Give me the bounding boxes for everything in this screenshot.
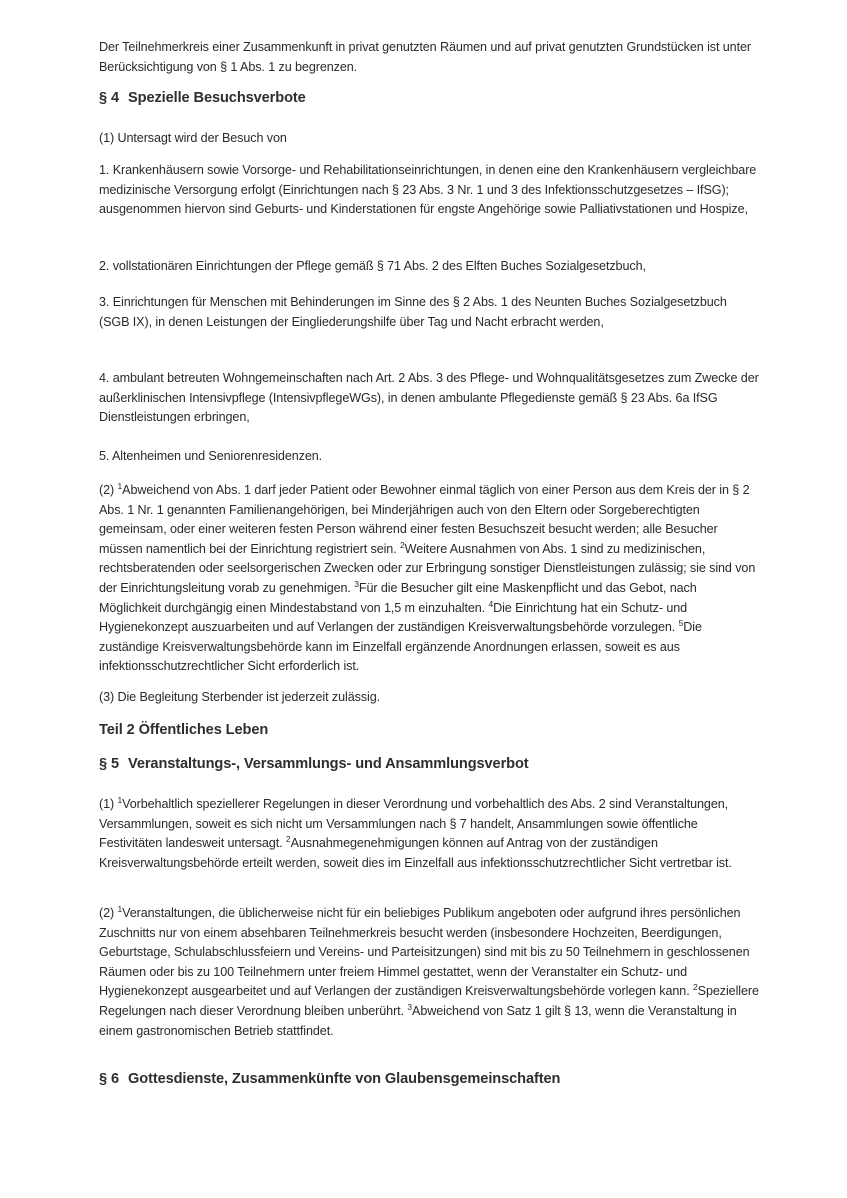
- section-4-abs-1-intro: (1) Untersagt wird der Besuch von: [99, 131, 287, 145]
- section-4-abs-3: (3) Die Begleitung Sterbender ist jederzeit zulässig.: [99, 690, 381, 704]
- section-title: Gottesdienste, Zusammenkünfte von Glaubensgemeinschaften: [128, 1071, 561, 1087]
- section-5-heading: [99, 756, 529, 772]
- list-item: 1. Krankenhäusern sowie Vorsorge- und Rehabilitationseinrichtungen, in denen eine den Krankenhäusern vergleichbare medizinische Versorgung erfolgt (Einrichtungen nach § 23 Abs. 3 Nr. 1 und 3 des Infektionsschutzgesetzes – IfSG); ausgenommen hiervon sind Geburts- und Kinderstationen für engste Angehörige sowie Palliativstationen und Hospize,: [99, 163, 757, 217]
- intro-paragraph: Der Teilnehmerkreis einer Zusammenkunft in privat genutzten Räumen und auf privat genutzten Grundstücken ist unter Berücksichtigung von § 1 Abs. 1 zu begrenzen.: [99, 40, 751, 74]
- list-item: 5. Altenheimen und Seniorenresidenzen.: [99, 449, 323, 463]
- section-5-abs-1: (1) $^1$Vorbehaltlich speziellerer Regelungen in dieser Verordnung und vorbehaltlich des Abs. 2 sind Veranstaltungen, Versammlungen, soweit es sich nicht um Versammlungen nach § 7 handelt, Ansammlungen sowie öffentliche Festivitäten landesweit untersagt. $^2$Ausnahmegenehmigungen können auf Antrag von der zuständigen Kreisverwaltungsbehörde erteilt werden, soweit dies im Einzelfall aus infektionsschutzrechtlicher Sicht vertretbar ist.: [99, 795, 732, 870]
- section-number: § 4: [99, 90, 119, 106]
- section-5-abs-2: (2) $^1$Veranstaltungen, die üblicherweise nicht für ein beliebiges Publikum angeboten oder aufgrund ihres persönlichen Zuschnitts nur von einem absehbaren Teilnehmerkreis besucht werden (insbesondere Hochzeiten, Beerdigungen, Geburtstage, Schulabschlussfeiern und Vereins- und Parteisitzungen) sind mit bis zu 50 Teilnehmern in geschlossenen Räumen oder bis zu 100 Teilnehmern unter freiem Himmel gestattet, wenn der Veranstalter ein Schutz- und Hygienekonzept ausgearbeitet und auf Verlangen der zuständigen Kreisverwaltungsbehörde vorlegen kann. $^2$Speziellere Regelungen nach dieser Verordnung bleiben unberührt. $^3$Abweichend von Satz 1 gilt § 13, wenn die Veranstaltung in einem gastronomischen Betrieb stattfindet.: [99, 904, 759, 1038]
- section-4-heading: [99, 90, 306, 106]
- list-item: 3. Einrichtungen für Menschen mit Behinderungen im Sinne des § 2 Abs. 1 des Neunten Buches Sozialgesetzbuch (SGB IX), in denen Leistungen der Eingliederungshilfe über Tag und Nacht erbracht werden,: [99, 295, 727, 329]
- section-4-abs-2: (2) $^1$Abweichend von Abs. 1 darf jeder Patient oder Bewohner einmal täglich von einer Person aus dem Kreis der in § 2 Abs. 1 Nr. 1 genannten Familienangehörigen, bei Minderjährigen auch von den Eltern oder Sorgeberechtigten gemeinsam, oder einer weiteren festen Person während einer festen Besuchszeit besucht werden; alle Besucher müssen namentlich bei der Einrichtung registriert sein. $^2$Weitere Ausnahmen von Abs. 1 sind zu medizinischen, rechtsberatenden oder seelsorgerischen Zwecken oder zur Erbringung sonstiger Dienstleistungen zulässig; sie sind von der Einrichtungsleitung vorab zu genehmigen. $^3$Für die Besucher gilt eine Maskenpflicht und das Gebot, nach Möglichkeit durchgängig einen Mindestabstand von 1,5 m einzuhalten. $^4$Die Einrichtung hat ein Schutz- und Hygienekonzept auszuarbeiten und auf Verlangen der zuständigen Kreisverwaltungsbehörde vorzulegen. $^5$Die zuständige Kreisverwaltungsbehörde kann im Einzelfall ergänzende Anordnungen erlassen, soweit es aus infektionsschutzrechtlicher Sicht erforderlich ist.: [99, 481, 756, 674]
- list-item: 2. vollstationären Einrichtungen der Pflege gemäß § 71 Abs. 2 des Elften Buches Sozialgesetzbuch,: [99, 259, 646, 273]
- list-item: 4. ambulant betreuten Wohngemeinschaften nach Art. 2 Abs. 3 des Pflege- und Wohnqualitätsgesetzes zum Zwecke der außerklinischen Intensivpflege (IntensivpflegeWGs), in denen ambulante Pflegedienste gemäß § 23 Abs. 6a IfSG Dienstleistungen erbringen,: [99, 371, 759, 425]
- section-6-heading: [99, 1071, 560, 1087]
- section-number: § 6: [99, 1071, 119, 1087]
- section-number: § 5: [99, 756, 119, 772]
- section-title: Veranstaltungs-, Versammlungs- und Ansammlungsverbot: [128, 756, 529, 772]
- part-2-heading: Teil 2 Öffentliches Leben: [99, 722, 269, 738]
- section-title: Spezielle Besuchsverbote: [128, 90, 306, 106]
